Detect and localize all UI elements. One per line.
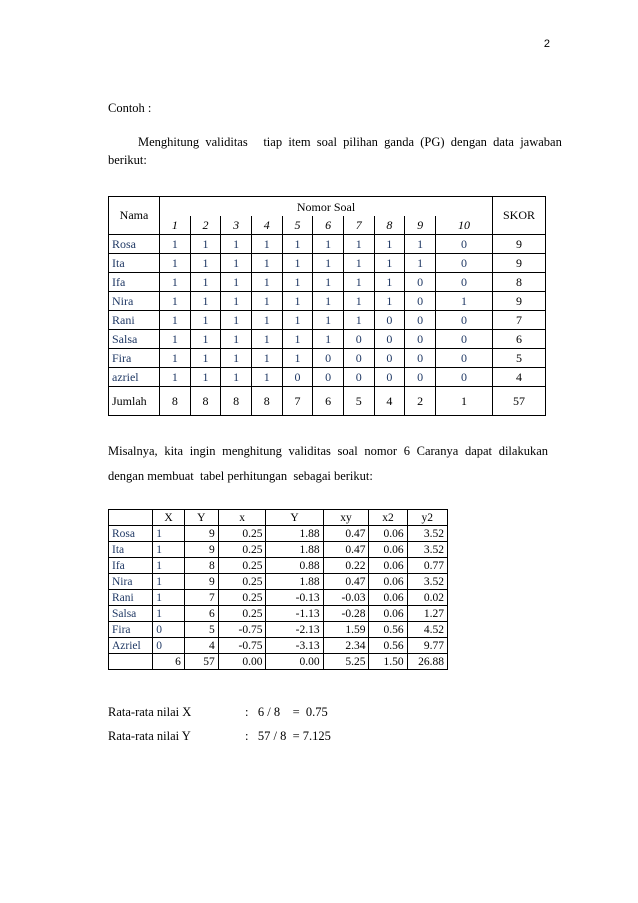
answer-cell: 1 [282, 235, 313, 254]
answer-cell: 1 [221, 330, 252, 349]
answer-cell: 0 [343, 330, 374, 349]
answer-cell: 0 [435, 235, 492, 254]
calc-header: Y [184, 510, 218, 526]
calc-cell: 1 [153, 526, 185, 542]
calc-row [109, 542, 448, 558]
answer-cell: 1 [343, 254, 374, 273]
calc-cell: 6 [184, 606, 218, 622]
calc-row [109, 590, 448, 606]
calc-cell: 8 [184, 558, 218, 574]
calc-name: Ita [109, 542, 153, 558]
table-header-row [109, 197, 546, 217]
calc-header: x [218, 510, 266, 526]
calc-cell: 0.88 [266, 558, 323, 574]
calc-cell: 3.52 [407, 574, 447, 590]
answer-cell: 1 [405, 235, 436, 254]
answer-cell: 1 [251, 330, 282, 349]
question-number: 6 [313, 216, 344, 235]
answer-cell: 1 [160, 368, 191, 387]
answer-cell: 1 [282, 292, 313, 311]
answer-cell: 0 [374, 330, 405, 349]
student-name: Ifa [109, 273, 160, 292]
score-cell: 6 [493, 330, 546, 349]
calc-cell: 0.56 [369, 622, 407, 638]
calc-cell: -1.13 [266, 606, 323, 622]
calc-cell: 1 [153, 574, 185, 590]
mean-x-label: Rata-rata nilai X [108, 705, 192, 719]
answer-cell: 1 [160, 330, 191, 349]
calc-cell: 4 [184, 638, 218, 654]
calc-header [109, 510, 153, 526]
answer-cell: 1 [190, 254, 221, 273]
answer-cell: 1 [160, 311, 191, 330]
calc-cell: 0.22 [323, 558, 369, 574]
answer-cell: 1 [374, 254, 405, 273]
table-row [109, 330, 546, 349]
calc-cell: 1 [153, 542, 185, 558]
calc-cell: 0.06 [369, 590, 407, 606]
answer-cell: 0 [405, 330, 436, 349]
calc-cell: -0.28 [323, 606, 369, 622]
student-name: Rosa [109, 235, 160, 254]
answer-cell: 1 [282, 349, 313, 368]
answer-cell: 0 [405, 311, 436, 330]
answer-cell: 1 [251, 368, 282, 387]
answer-cell: 1 [221, 349, 252, 368]
calc-cell: -0.75 [218, 638, 266, 654]
total-cell: 8 [160, 387, 191, 416]
calc-total-cell: 57 [184, 654, 218, 670]
question-number: 4 [251, 216, 282, 235]
calc-cell: 0 [153, 622, 185, 638]
mean-y-value: : 57 / 8 = 7.125 [245, 729, 331, 743]
answer-cell: 1 [374, 273, 405, 292]
calc-cell: 0 [153, 638, 185, 654]
question-number: 10 [435, 216, 492, 235]
answer-cell: 1 [282, 254, 313, 273]
total-skor: 57 [493, 387, 546, 416]
answer-cell: 1 [221, 235, 252, 254]
calc-total-cell: 0.00 [218, 654, 266, 670]
calc-header-row [109, 510, 448, 526]
student-name: Rani [109, 311, 160, 330]
answer-cell: 1 [190, 292, 221, 311]
calc-header: xy [323, 510, 369, 526]
student-name: Fira [109, 349, 160, 368]
calc-total-row [109, 654, 448, 670]
table-row [109, 368, 546, 387]
student-name: Nira [109, 292, 160, 311]
answer-cell: 1 [251, 235, 282, 254]
answer-cell: 0 [374, 311, 405, 330]
table-row [109, 235, 546, 254]
answer-cell: 0 [435, 254, 492, 273]
calc-cell: 0.47 [323, 526, 369, 542]
question-number: 5 [282, 216, 313, 235]
intro-text-line-1: Menghitung validitas tiap item soal pilihan ganda (PG) dengan data jawaban [138, 135, 562, 149]
answer-cell: 0 [313, 349, 344, 368]
answer-cell: 1 [221, 254, 252, 273]
question-number: 3 [221, 216, 252, 235]
question-number: 2 [190, 216, 221, 235]
answer-cell: 1 [313, 311, 344, 330]
answer-cell: 0 [435, 330, 492, 349]
question-number: 1 [160, 216, 191, 235]
calc-cell: 9 [184, 574, 218, 590]
calc-cell: 9.77 [407, 638, 447, 654]
intro-text-line-2: berikut: [108, 153, 147, 167]
answer-cell: 0 [405, 368, 436, 387]
answer-cell: 1 [282, 273, 313, 292]
calc-name: Rosa [109, 526, 153, 542]
answer-cell: 1 [190, 368, 221, 387]
total-cell: 1 [435, 387, 492, 416]
calc-total-cell: 26.88 [407, 654, 447, 670]
calc-header: x2 [369, 510, 407, 526]
calc-cell: 0.47 [323, 542, 369, 558]
answer-cell: 0 [374, 368, 405, 387]
calc-cell: 1.88 [266, 574, 323, 590]
calc-total-cell: 6 [153, 654, 185, 670]
calc-cell: 1.27 [407, 606, 447, 622]
calc-header: Y [266, 510, 323, 526]
answer-cell: 1 [343, 273, 374, 292]
calc-cell: 1.88 [266, 526, 323, 542]
calc-cell: 1 [153, 606, 185, 622]
calc-total-label [109, 654, 153, 670]
middle-text-line-1: Misalnya, kita ingin menghitung validitas soal nomor 6 Caranya dapat dilakukan [108, 444, 548, 458]
calc-cell: -0.03 [323, 590, 369, 606]
page-number: 2 [543, 38, 550, 50]
answer-cell: 1 [313, 235, 344, 254]
answer-cell: 1 [160, 292, 191, 311]
answer-cell: 1 [343, 292, 374, 311]
table-row [109, 311, 546, 330]
total-cell: 4 [374, 387, 405, 416]
calc-cell: 0.25 [218, 590, 266, 606]
score-cell: 9 [493, 235, 546, 254]
skor-header: SKOR [493, 197, 546, 235]
answer-cell: 1 [160, 349, 191, 368]
answer-cell: 0 [405, 273, 436, 292]
calc-cell: -0.13 [266, 590, 323, 606]
table-row [109, 292, 546, 311]
answer-cell: 1 [190, 273, 221, 292]
answer-cell: 1 [251, 349, 282, 368]
calc-name: Nira [109, 574, 153, 590]
total-label: Jumlah [109, 387, 160, 416]
score-cell: 9 [493, 254, 546, 273]
total-cell: 8 [251, 387, 282, 416]
question-number: 7 [343, 216, 374, 235]
score-cell: 5 [493, 349, 546, 368]
calc-total-cell: 0.00 [266, 654, 323, 670]
calc-cell: 9 [184, 526, 218, 542]
calc-cell: 3.52 [407, 526, 447, 542]
calc-row [109, 622, 448, 638]
answer-cell: 1 [313, 254, 344, 273]
calc-cell: 1 [153, 558, 185, 574]
answer-cell: 1 [160, 273, 191, 292]
answer-cell: 1 [374, 235, 405, 254]
answer-cell: 0 [282, 368, 313, 387]
calc-cell: 0.06 [369, 542, 407, 558]
answer-cell: 1 [221, 311, 252, 330]
answer-cell: 1 [405, 254, 436, 273]
calculation-table [108, 509, 448, 670]
student-name: Ita [109, 254, 160, 273]
calc-cell: 0.06 [369, 558, 407, 574]
example-heading: Contoh : [108, 101, 152, 115]
mean-x-value: : 6 / 8 = 0.75 [245, 705, 328, 719]
calc-name: Rani [109, 590, 153, 606]
student-name: Salsa [109, 330, 160, 349]
calc-total-cell: 1.50 [369, 654, 407, 670]
answer-cell: 1 [221, 273, 252, 292]
score-cell: 8 [493, 273, 546, 292]
table-row [109, 349, 546, 368]
calc-cell: 0.25 [218, 558, 266, 574]
answer-cell: 0 [313, 368, 344, 387]
answer-cell: 1 [251, 292, 282, 311]
calc-cell: 1 [153, 590, 185, 606]
calc-cell: 0.02 [407, 590, 447, 606]
answer-cell: 1 [435, 292, 492, 311]
table-header-row [109, 216, 546, 235]
answer-cell: 1 [343, 235, 374, 254]
calc-row [109, 574, 448, 590]
answer-cell: 0 [435, 273, 492, 292]
score-cell: 7 [493, 311, 546, 330]
answer-cell: 1 [282, 330, 313, 349]
answer-cell: 0 [343, 368, 374, 387]
calc-cell: -0.75 [218, 622, 266, 638]
calc-cell: 7 [184, 590, 218, 606]
calc-name: Fira [109, 622, 153, 638]
answer-cell: 1 [313, 330, 344, 349]
answer-cell: 1 [251, 254, 282, 273]
total-cell: 5 [343, 387, 374, 416]
calc-cell: 0.47 [323, 574, 369, 590]
calc-row [109, 606, 448, 622]
answer-cell: 0 [435, 349, 492, 368]
calc-cell: 3.52 [407, 542, 447, 558]
answer-cell: 0 [343, 349, 374, 368]
student-name: azriel [109, 368, 160, 387]
answer-cell: 0 [435, 311, 492, 330]
answer-cell: 1 [190, 330, 221, 349]
answer-cell: 1 [251, 273, 282, 292]
calc-row [109, 526, 448, 542]
total-cell: 7 [282, 387, 313, 416]
calc-name: Salsa [109, 606, 153, 622]
calc-cell: 0.06 [369, 606, 407, 622]
table-row [109, 254, 546, 273]
calc-cell: 0.25 [218, 526, 266, 542]
nomor-soal-header: Nomor Soal [160, 197, 493, 217]
score-cell: 4 [493, 368, 546, 387]
calc-header: y2 [407, 510, 447, 526]
total-row [109, 387, 546, 416]
calc-cell: 0.06 [369, 574, 407, 590]
calc-cell: 0.06 [369, 526, 407, 542]
answer-cell: 1 [282, 311, 313, 330]
answer-cell: 0 [405, 349, 436, 368]
nama-header: Nama [109, 197, 160, 235]
answer-table [108, 196, 546, 416]
answer-cell: 1 [374, 292, 405, 311]
calc-total-cell: 5.25 [323, 654, 369, 670]
answer-cell: 1 [343, 311, 374, 330]
calc-row [109, 558, 448, 574]
calc-cell: 4.52 [407, 622, 447, 638]
answer-cell: 1 [190, 235, 221, 254]
mean-y-label: Rata-rata nilai Y [108, 729, 191, 743]
calc-cell: 0.25 [218, 542, 266, 558]
answer-cell: 0 [435, 368, 492, 387]
calc-cell: 0.56 [369, 638, 407, 654]
calc-header: X [153, 510, 185, 526]
calc-cell: 0.77 [407, 558, 447, 574]
calc-name: Ifa [109, 558, 153, 574]
calc-cell: 2.34 [323, 638, 369, 654]
calc-cell: 1.88 [266, 542, 323, 558]
answer-cell: 1 [160, 254, 191, 273]
calc-cell: -2.13 [266, 622, 323, 638]
calc-cell: -3.13 [266, 638, 323, 654]
total-cell: 2 [405, 387, 436, 416]
total-cell: 6 [313, 387, 344, 416]
question-number: 8 [374, 216, 405, 235]
score-cell: 9 [493, 292, 546, 311]
calc-name: Azriel [109, 638, 153, 654]
calc-row [109, 638, 448, 654]
answer-cell: 1 [160, 235, 191, 254]
middle-text-line-2: dengan membuat tabel perhitungan sebagai berikut: [108, 469, 373, 483]
total-cell: 8 [221, 387, 252, 416]
calc-cell: 9 [184, 542, 218, 558]
answer-cell: 1 [190, 349, 221, 368]
question-number: 9 [405, 216, 436, 235]
answer-cell: 1 [313, 292, 344, 311]
answer-cell: 1 [221, 368, 252, 387]
answer-cell: 0 [374, 349, 405, 368]
table-row [109, 273, 546, 292]
calc-cell: 0.25 [218, 574, 266, 590]
answer-cell: 1 [190, 311, 221, 330]
calc-cell: 1.59 [323, 622, 369, 638]
answer-cell: 1 [251, 311, 282, 330]
answer-cell: 0 [405, 292, 436, 311]
answer-cell: 1 [313, 273, 344, 292]
calc-cell: 0.25 [218, 606, 266, 622]
calc-cell: 5 [184, 622, 218, 638]
answer-cell: 1 [221, 292, 252, 311]
total-cell: 8 [190, 387, 221, 416]
